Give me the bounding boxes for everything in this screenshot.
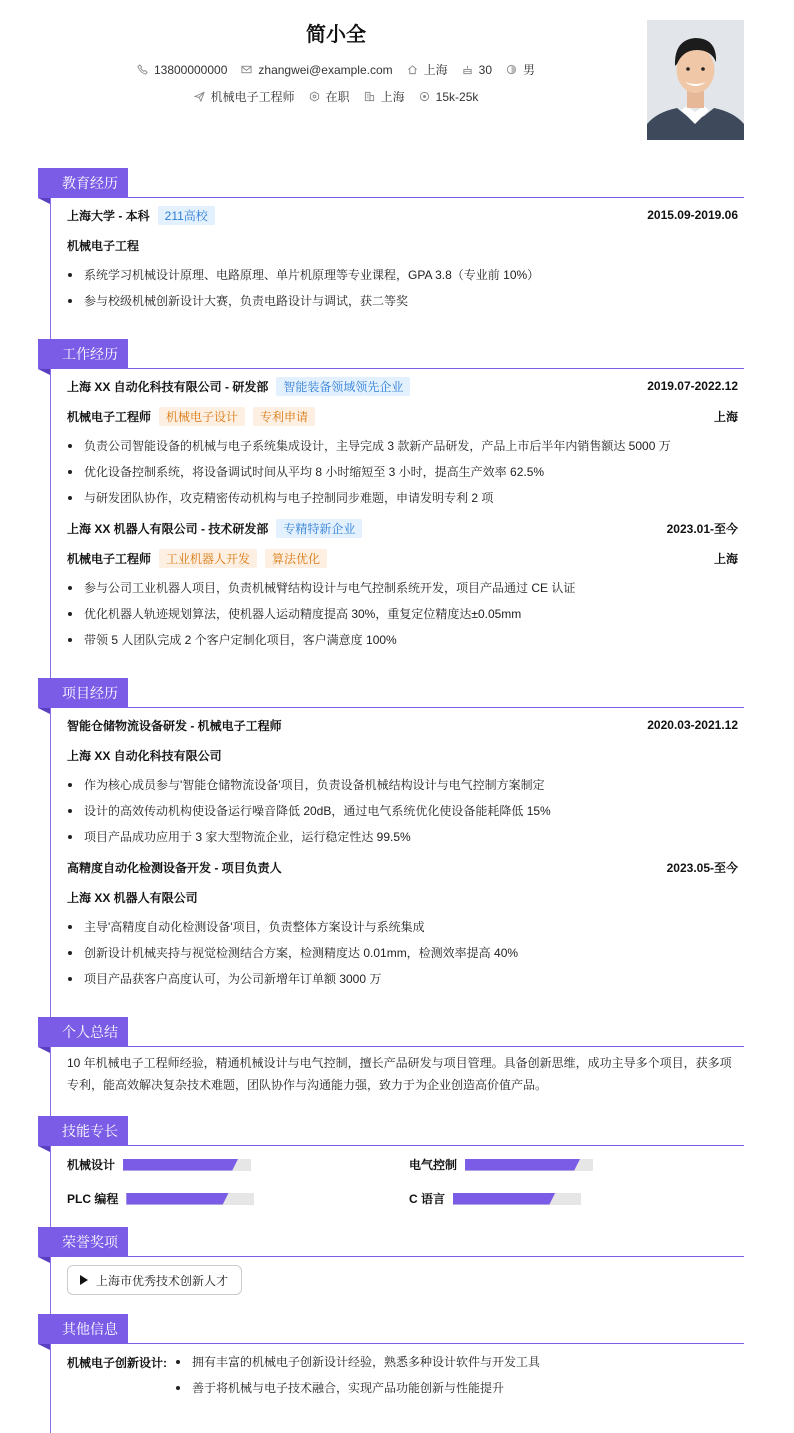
section-divider: [128, 368, 744, 369]
list-item: 设计的高效传动机构使设备运行噪音降低 20dB，通过电气系统优化使设备能耗降低 15%: [67, 803, 738, 829]
skill-level-fill: [123, 1159, 238, 1171]
skill-tag: 专利申请: [253, 407, 315, 426]
project-bullets: [67, 777, 738, 855]
gender-icon: [506, 64, 517, 75]
skill-item: [409, 1190, 581, 1207]
section-fold: [38, 369, 50, 375]
section-divider: [128, 1343, 744, 1344]
age-icon: [462, 64, 473, 75]
other-section: [38, 1314, 744, 1414]
section-header: [38, 1116, 744, 1146]
mail-icon: [241, 64, 252, 75]
avatar-illustration: [647, 20, 744, 140]
salary-icon: [419, 91, 430, 102]
project-company: 上海 XX 自动化科技有限公司: [67, 748, 222, 763]
honor-name: 上海市优秀技术创新人才: [96, 1273, 229, 1288]
section-title: 其他信息: [38, 1314, 128, 1344]
job-title-info: [194, 88, 295, 105]
section-header: [38, 1017, 744, 1047]
candidate-name: 简小全: [306, 24, 366, 46]
skill-bar: [123, 1159, 251, 1171]
city: 上海: [423, 63, 448, 77]
gender: 男: [523, 63, 536, 77]
section-title: 工作经历: [38, 339, 128, 369]
gender-info: [506, 61, 535, 78]
list-item: 创新设计机械夹持与视觉检测结合方案，检测精度达 0.01mm，检测效率提高 40%: [67, 945, 738, 971]
section-title: 教育经历: [38, 168, 128, 198]
home-icon: [407, 64, 418, 75]
summary-text: 10 年机械电子工程师经验，精通机械设计与电气控制，擅长产品研发与项目管理。具备创新思维，成功主导多个项目，获多项专利，能高效解决复杂技术难题，团队协作与沟通能力强，致力于为企业创造高价值产品。: [67, 1056, 732, 1092]
list-item: 带领 5 人团队完成 2 个客户定制化项目，客户满意度 100%: [67, 632, 738, 658]
employment-status: 在职: [325, 90, 350, 104]
list-item: 主导'高精度自动化检测设备'项目，负责整体方案设计与系统集成: [67, 919, 738, 945]
list-item: 项目产品获客户高度认可，为公司新增年订单额 3000 万: [67, 971, 738, 997]
profile-photo: [647, 20, 744, 140]
phone-number: 13800000000: [153, 62, 228, 77]
skill-name: 电气控制: [409, 1158, 458, 1172]
contact-row: [0, 61, 672, 78]
section-divider: [128, 1256, 744, 1257]
skill-tag: 算法优化: [265, 549, 327, 568]
section-fold: [38, 708, 50, 714]
list-item: 与研发团队协作，攻克精密传动机构与电子控制同步难题，申请发明专利 2 项: [67, 490, 738, 516]
city-info: [407, 61, 448, 78]
section-divider: [128, 707, 744, 708]
projects-section: [38, 678, 744, 998]
resume-header: [0, 0, 794, 160]
list-item: 拥有丰富的机械电子创新设计经验，熟悉多种设计软件与开发工具: [175, 1354, 735, 1380]
section-fold: [38, 1146, 50, 1152]
honor-item: [67, 1265, 242, 1295]
skill-name: PLC 编程: [67, 1192, 119, 1206]
list-item: 作为核心成员参与'智能仓储物流设备'项目，负责设备机械结构设计与电气控制方案制定: [67, 777, 738, 803]
company-name: 上海 XX 机器人有限公司 - 技术研发部: [67, 521, 269, 536]
work-date: 2019.07-2022.12: [647, 379, 738, 393]
project-entry: [67, 858, 738, 994]
work-date: 2023.01-至今: [666, 521, 738, 536]
skill-name: C 语言: [409, 1192, 446, 1206]
work-city: 上海: [380, 90, 405, 104]
school-name: 上海大学 - 本科: [67, 208, 150, 223]
education-section: [38, 168, 744, 318]
section-title: 项目经历: [38, 678, 128, 708]
company-tag: 智能装备领域领先企业: [276, 377, 410, 396]
section-fold: [38, 198, 50, 204]
education-date: 2015.09-2019.06: [647, 208, 738, 222]
phone-info: [137, 63, 227, 77]
building-icon: [364, 91, 375, 102]
list-item: 参与校级机械创新设计大赛，负责电路设计与调试，获二等奖: [67, 293, 738, 319]
section-title: 技能专长: [38, 1116, 128, 1146]
list-item: 系统学习机械设计原理、电路原理、单片机原理等专业课程，GPA 3.8（专业前 10%）: [67, 267, 738, 293]
section-fold: [38, 1344, 50, 1350]
list-item: 参与公司工业机器人项目，负责机械臂结构设计与电气控制系统开发，项目产品通过 CE 认证: [67, 580, 738, 606]
work-location: 上海: [713, 551, 738, 566]
honors-section: [38, 1227, 744, 1302]
other-label: 机械电子创新设计:: [67, 1356, 167, 1370]
project-title: 高精度自动化检测设备开发 - 项目负责人: [67, 860, 282, 875]
position-title: 机械电子工程师: [67, 409, 152, 424]
age-info: [462, 63, 492, 77]
skill-bar: [126, 1193, 254, 1205]
major: 机械电子工程: [67, 238, 140, 253]
section-divider: [128, 1145, 744, 1146]
expected-salary: 15k-25k: [435, 89, 479, 104]
section-divider: [128, 197, 744, 198]
section-fold: [38, 1257, 50, 1263]
skill-bar: [465, 1159, 593, 1171]
section-header: [38, 339, 744, 369]
job-title: 机械电子工程师: [210, 90, 295, 104]
list-item: 项目产品成功应用于 3 家大型物流企业，运行稳定性达 99.5%: [67, 829, 738, 855]
skill-item: [67, 1190, 254, 1207]
section-title: 荣誉奖项: [38, 1227, 128, 1257]
project-entry: [67, 716, 738, 852]
project-company: 上海 XX 机器人有限公司: [67, 890, 198, 905]
section-header: [38, 168, 744, 198]
section-fold: [38, 1047, 50, 1053]
work-bullets: [67, 580, 738, 658]
skill-level-fill: [453, 1193, 555, 1205]
position-title: 机械电子工程师: [67, 551, 152, 566]
status-icon: [309, 91, 320, 102]
skill-level-fill: [465, 1159, 580, 1171]
section-title: 个人总结: [38, 1017, 128, 1047]
status-info: [309, 88, 350, 105]
email-address: zhangwei@example.com: [258, 62, 393, 77]
play-icon: [80, 1275, 88, 1285]
section-divider: [128, 1046, 744, 1047]
list-item: 优化机器人轨迹规划算法，使机器人运动精度提高 30%，重复定位精度达±0.05mm: [67, 606, 738, 632]
email-info: [241, 63, 392, 77]
work-entry: [67, 377, 738, 513]
job-intent-row: [0, 88, 672, 105]
other-bullets: [175, 1354, 735, 1406]
section-header: [38, 1314, 744, 1344]
skill-item: [67, 1156, 251, 1173]
company-name: 上海 XX 自动化科技有限公司 - 研发部: [67, 379, 269, 394]
skill-item: [409, 1156, 593, 1173]
phone-icon: [137, 64, 148, 75]
salary-info: [419, 90, 479, 104]
section-header: [38, 1227, 744, 1257]
education-bullets: [67, 267, 738, 319]
education-entry: [67, 206, 738, 316]
age: 30: [478, 62, 493, 77]
list-item: 负责公司智能设备的机械与电子系统集成设计，主导完成 3 款新产品研发，产品上市后半年内销售额达 5000 万: [67, 438, 738, 464]
work-bullets: [67, 438, 738, 516]
skill-tag: 工业机器人开发: [159, 549, 257, 568]
skill-tag: 机械电子设计: [159, 407, 245, 426]
skills-section: [38, 1116, 744, 1211]
work-section: [38, 339, 744, 659]
skill-bar: [453, 1193, 581, 1205]
send-icon: [194, 91, 205, 102]
skill-name: 机械设计: [67, 1158, 116, 1172]
summary-section: [38, 1017, 744, 1102]
company-tag: 专精特新企业: [276, 519, 362, 538]
work-entry: [67, 519, 738, 655]
skill-level-fill: [126, 1193, 228, 1205]
project-date: 2020.03-2021.12: [647, 718, 738, 732]
project-title: 智能仓储物流设备研发 - 机械电子工程师: [67, 718, 282, 733]
school-tag: 211高校: [158, 206, 215, 225]
project-bullets: [67, 919, 738, 997]
list-item: 善于将机械与电子技术融合，实现产品功能创新与性能提升: [175, 1380, 735, 1406]
list-item: 优化设备控制系统，将设备调试时间从平均 8 小时缩短至 3 小时，提高生产效率 62.5%: [67, 464, 738, 490]
project-date: 2023.05-至今: [666, 860, 738, 875]
work-city-info: [364, 88, 405, 105]
work-location: 上海: [713, 409, 738, 424]
section-header: [38, 678, 744, 708]
